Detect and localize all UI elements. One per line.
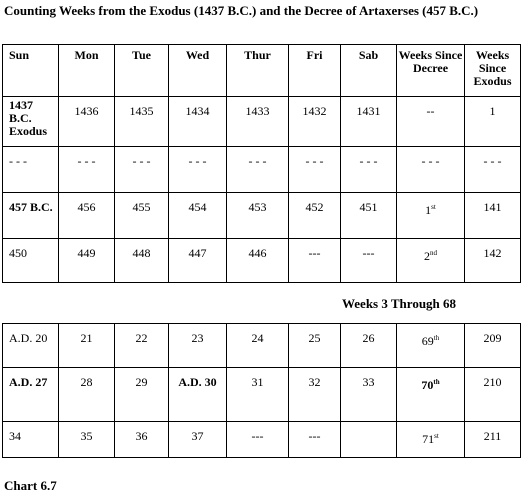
cell-weeks-exodus: 211 (465, 422, 521, 458)
cell-weeks-decree (397, 239, 465, 283)
ordinal-suffix: st (431, 203, 436, 211)
cell-sun: A.D. 20 (3, 324, 59, 368)
header-weeks-since-decree: Weeks Since Decree (397, 45, 465, 97)
cell-tue: 1435 (115, 97, 169, 147)
table-row (3, 97, 521, 147)
cell-weeks-decree: -- (397, 97, 465, 147)
ordinal-number: 1 (425, 203, 432, 217)
cell-tue: 448 (115, 239, 169, 283)
cell-wed: 37 (169, 422, 227, 458)
cell-wed: 23 (169, 324, 227, 368)
cell-weeks-exodus: 210 (465, 368, 521, 422)
table-row (3, 239, 521, 283)
cell-sab: 33 (341, 368, 397, 422)
cell-weeks-exodus: - - - (465, 147, 521, 193)
cell-weeks-exodus: 142 (465, 239, 521, 283)
table-row (3, 324, 521, 368)
cell-mon: 1436 (59, 97, 115, 147)
cell-weeks-decree (397, 422, 465, 458)
cell-tue: 22 (115, 324, 169, 368)
cell-thur: --- (227, 422, 289, 458)
weeks-table-top (2, 44, 521, 283)
cell-weeks-decree (397, 193, 465, 239)
cell-tue: 29 (115, 368, 169, 422)
cell-thur: - - - (227, 147, 289, 193)
header-mon: Mon (59, 45, 115, 97)
cell-mon: 456 (59, 193, 115, 239)
cell-fri: 32 (289, 368, 341, 422)
cell-fri: --- (289, 422, 341, 458)
cell-mon: - - - (59, 147, 115, 193)
cell-fri: 452 (289, 193, 341, 239)
ordinal-suffix: nd (430, 249, 437, 257)
cell-mon: 21 (59, 324, 115, 368)
header-sab: Sab (341, 45, 397, 97)
cell-sab (341, 422, 397, 458)
ordinal-number: 2 (424, 249, 430, 263)
cell-wed: A.D. 30 (169, 368, 227, 422)
cell-sab: 451 (341, 193, 397, 239)
cell-sun: 450 (3, 239, 59, 283)
weeks-range-subheading: Weeks 3 Through 68 (342, 296, 457, 311)
cell-wed: 1434 (169, 97, 227, 147)
cell-sab: 26 (341, 324, 397, 368)
ordinal-number: 70 (421, 378, 434, 392)
ordinal-number: 71 (422, 432, 435, 446)
ordinal-suffix: th (433, 378, 440, 386)
cell-thur: 446 (227, 239, 289, 283)
cell-thur: 1433 (227, 97, 289, 147)
cell-weeks-decree (397, 368, 465, 422)
cell-sab: 1431 (341, 97, 397, 147)
cell-sab: --- (341, 239, 397, 283)
cell-thur: 31 (227, 368, 289, 422)
cell-wed: - - - (169, 147, 227, 193)
chart-caption: Chart 6.7 (4, 478, 57, 493)
cell-fri: 1432 (289, 97, 341, 147)
cell-thur: 453 (227, 193, 289, 239)
cell-weeks-exodus: 141 (465, 193, 521, 239)
cell-thur: 24 (227, 324, 289, 368)
cell-mon: 449 (59, 239, 115, 283)
ordinal-suffix: th (433, 334, 440, 342)
cell-mon: 35 (59, 422, 115, 458)
cell-wed: 454 (169, 193, 227, 239)
table-row (3, 193, 521, 239)
cell-wed: 447 (169, 239, 227, 283)
header-row (3, 45, 521, 97)
header-fri: Fri (289, 45, 341, 97)
cell-weeks-exodus: 1 (465, 97, 521, 147)
ordinal-suffix: st (434, 432, 439, 440)
cell-tue: 36 (115, 422, 169, 458)
cell-sab: - - - (341, 147, 397, 193)
cell-sun: A.D. 27 (3, 368, 59, 422)
header-tue: Tue (115, 45, 169, 97)
cell-weeks-exodus: 209 (465, 324, 521, 368)
table-row (3, 422, 521, 458)
cell-sun: - - - (3, 147, 59, 193)
weeks-table-bottom (2, 323, 521, 458)
cell-sun: 457 B.C. (3, 193, 59, 239)
table-row (3, 368, 521, 422)
cell-fri: --- (289, 239, 341, 283)
cell-weeks-decree (397, 324, 465, 368)
header-wed: Wed (169, 45, 227, 97)
cell-sun: 1437 B.C. Exodus (3, 97, 59, 147)
table-row (3, 147, 521, 193)
cell-fri: 25 (289, 324, 341, 368)
header-thur: Thur (227, 45, 289, 97)
cell-tue: 455 (115, 193, 169, 239)
page-title: Counting Weeks from the Exodus (1437 B.C.) and the Decree of Artaxerses (457 B.C.) (4, 3, 479, 18)
header-sun: Sun (3, 45, 59, 97)
ordinal-number: 69 (421, 334, 434, 348)
cell-fri: - - - (289, 147, 341, 193)
cell-mon: 28 (59, 368, 115, 422)
header-weeks-since-exodus: Weeks Since Exodus (465, 45, 521, 97)
cell-sun: 34 (3, 422, 59, 458)
cell-weeks-decree: - - - (397, 147, 465, 193)
cell-tue: - - - (115, 147, 169, 193)
